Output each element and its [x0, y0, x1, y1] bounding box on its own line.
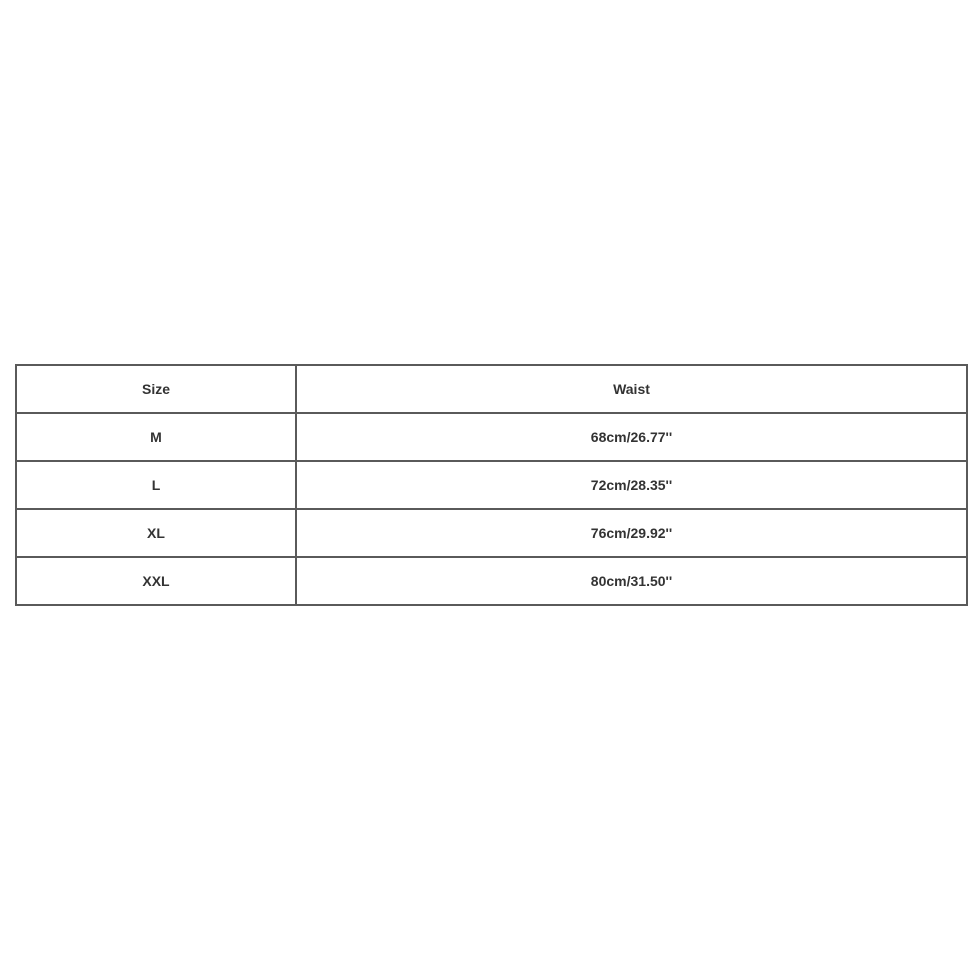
- size-cell: XL: [16, 509, 296, 557]
- header-waist: Waist: [296, 365, 967, 413]
- table-row: [16, 509, 967, 557]
- size-cell: M: [16, 413, 296, 461]
- table-row: [16, 557, 967, 605]
- waist-cell: 80cm/31.50'': [296, 557, 967, 605]
- waist-cell: 72cm/28.35'': [296, 461, 967, 509]
- header-size: Size: [16, 365, 296, 413]
- size-chart-table: [15, 364, 968, 606]
- size-cell: L: [16, 461, 296, 509]
- table-row: [16, 461, 967, 509]
- table-header-row: [16, 365, 967, 413]
- waist-cell: 76cm/29.92'': [296, 509, 967, 557]
- table-row: [16, 413, 967, 461]
- size-cell: XXL: [16, 557, 296, 605]
- waist-cell: 68cm/26.77'': [296, 413, 967, 461]
